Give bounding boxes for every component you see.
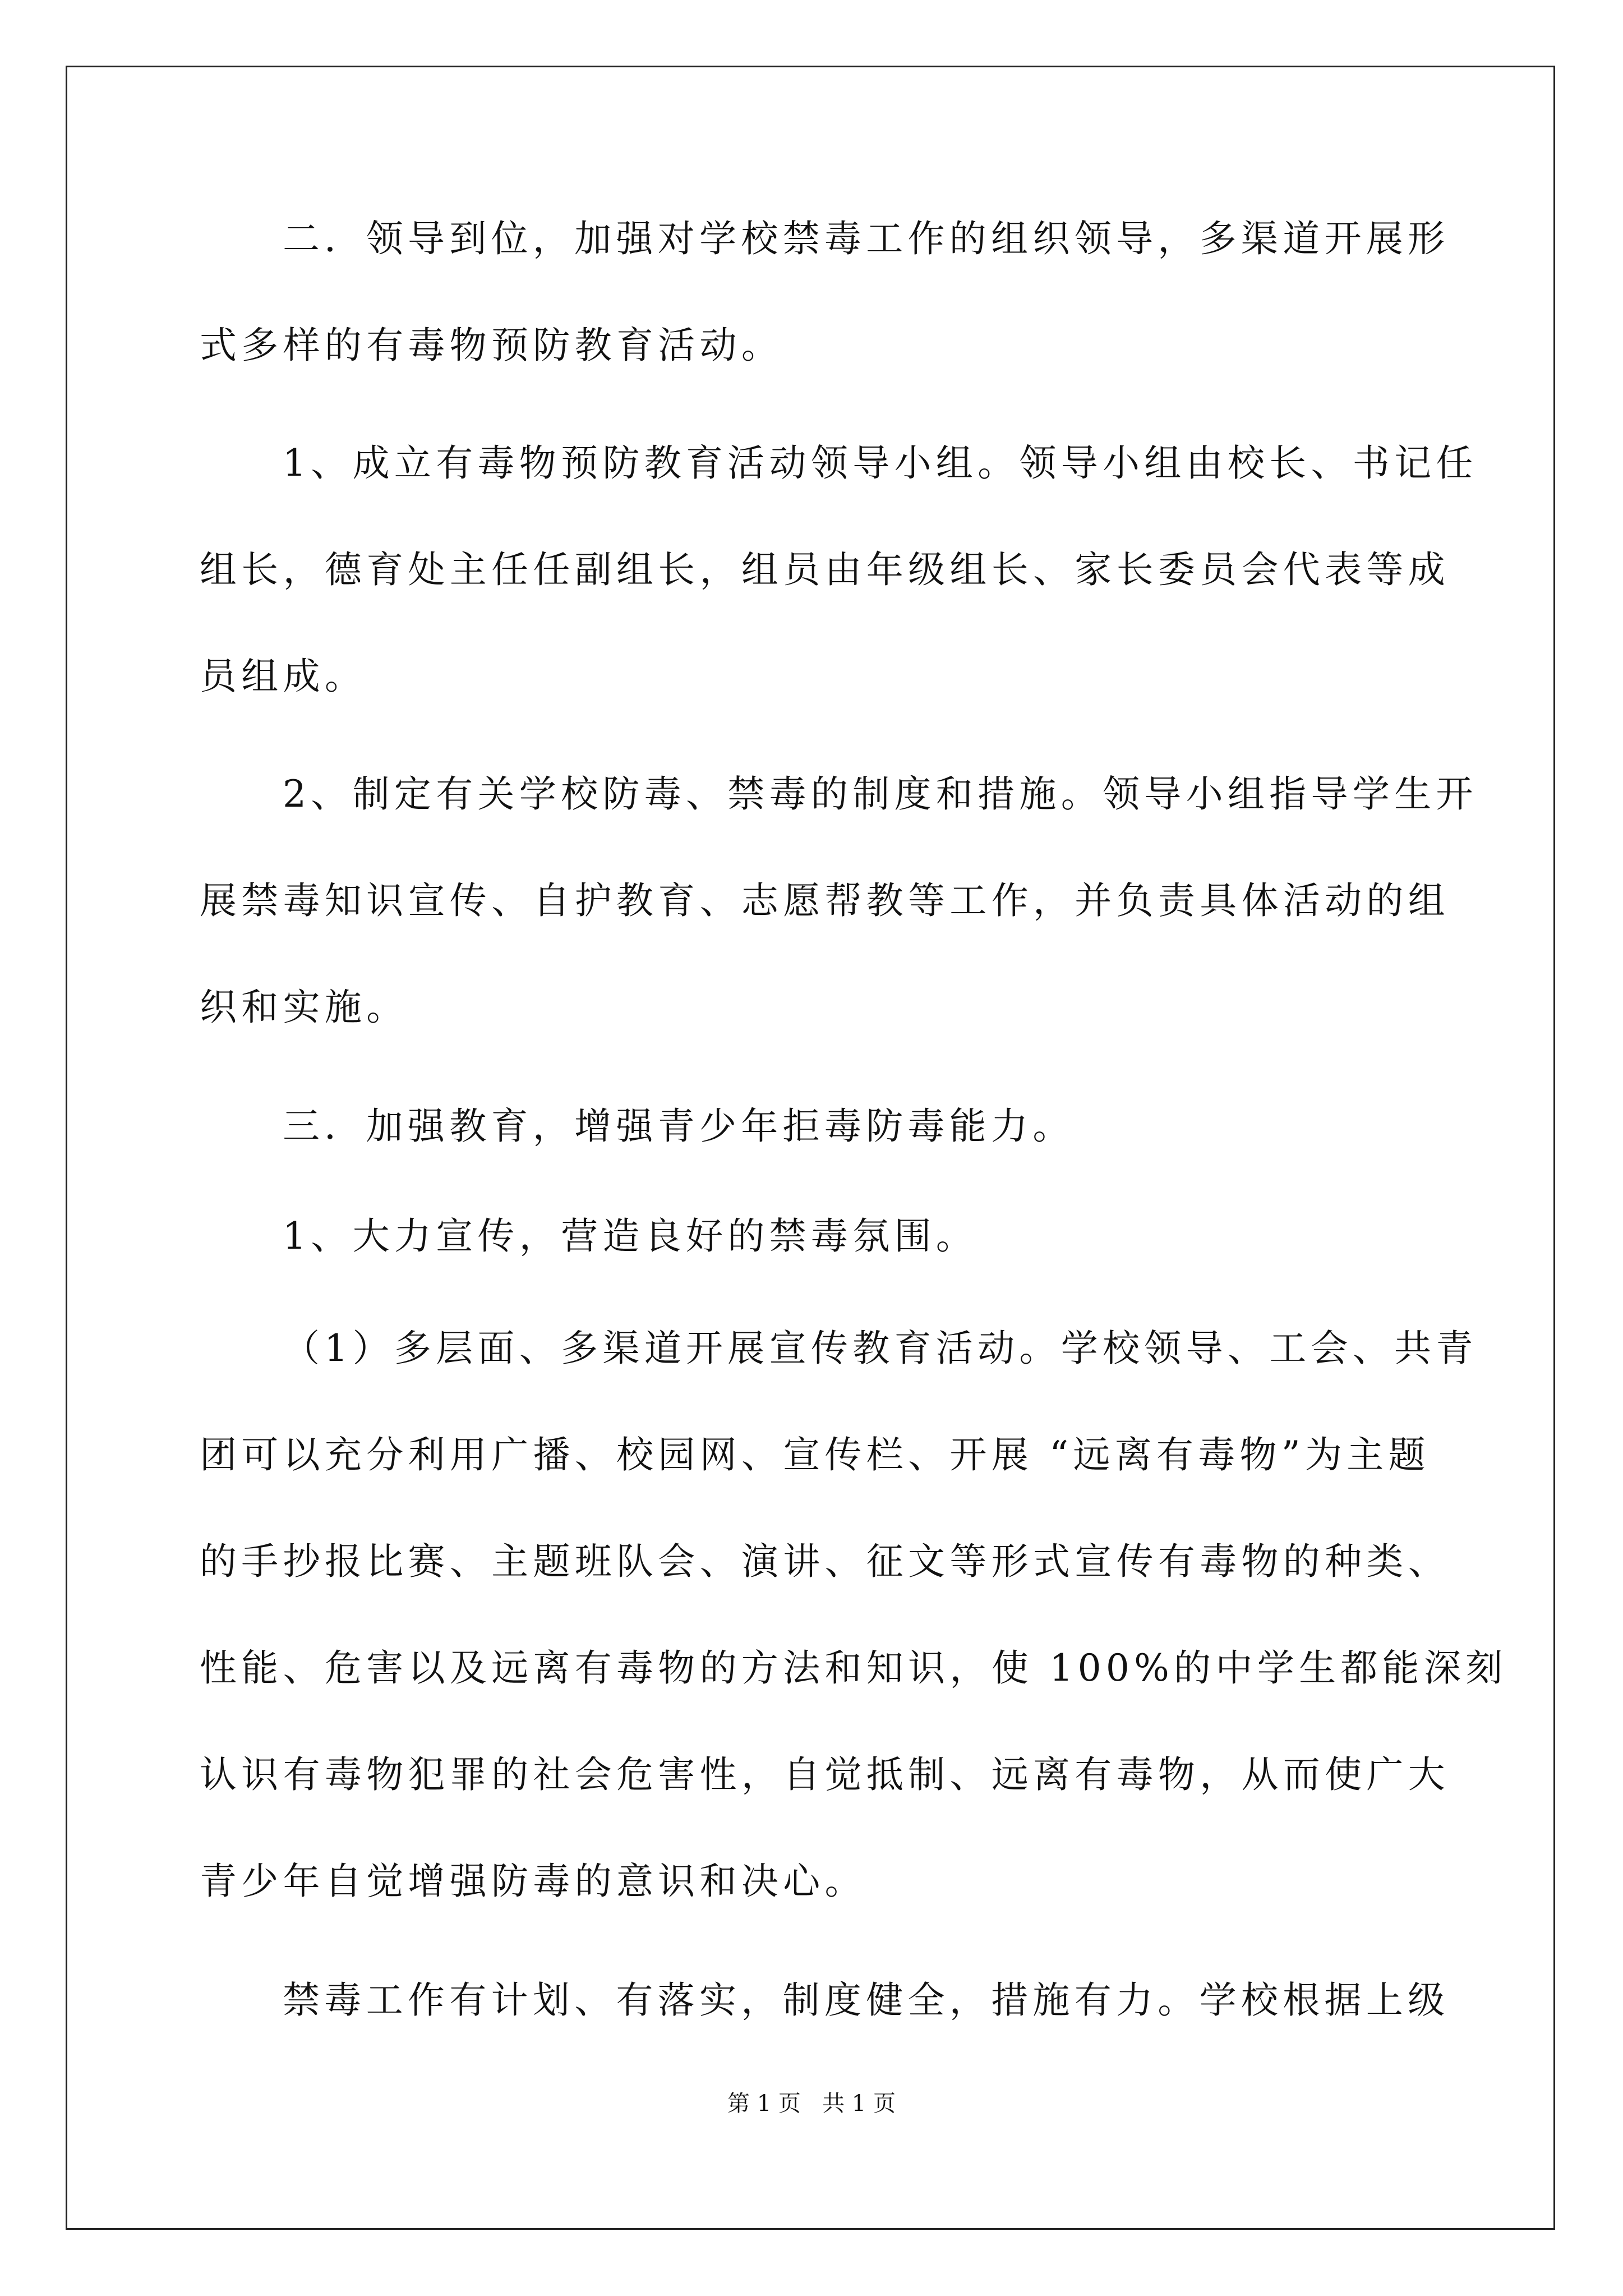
paragraph-line: 1、大力宣传，营造良好的禁毒氛围。: [283, 1214, 978, 1258]
paragraph-line: 织和实施。: [200, 986, 408, 1029]
paragraph-line: 组长，德育处主任任副组长，组员由年级组长、家长委员会代表等成: [200, 548, 1450, 591]
paragraph-line: 团可以充分利用广播、校园网、宣传栏、开展 “远离有毒物”为主题: [200, 1433, 1430, 1476]
paragraph-line: 三．加强教育，增强青少年拒毒防毒能力。: [283, 1105, 1075, 1148]
paragraph-line: 2、制定有关学校防毒、禁毒的制度和措施。领导小组指导学生开: [283, 772, 1478, 816]
page-number: 第 1 页 共 1 页: [727, 2091, 896, 2116]
paragraph-line: 员组成。: [200, 655, 367, 698]
paragraph-line: 青少年自觉增强防毒的意识和决心。: [200, 1860, 866, 1903]
paragraph-line: 禁毒工作有计划、有落实，制度健全，措施有力。学校根据上级: [283, 1978, 1450, 2022]
paragraph-line: 展禁毒知识宣传、自护教育、志愿帮教等工作，并负责具体活动的组: [200, 879, 1450, 922]
paragraph-line: 性能、危害以及远离有毒物的方法和知识，使 100%的中学生都能深刻: [200, 1646, 1507, 1690]
paragraph-line: （1）多层面、多渠道开展宣传教育活动。学校领导、工会、共青: [283, 1327, 1478, 1370]
paragraph-line: 式多样的有毒物预防教育活动。: [200, 324, 783, 367]
paragraph-line: 认识有毒物犯罪的社会危害性，自觉抵制、远离有毒物，从而使广大: [200, 1753, 1450, 1796]
paragraph-line: 二．领导到位，加强对学校禁毒工作的组织领导，多渠道开展形: [283, 217, 1450, 260]
paragraph-line: 的手抄报比赛、主题班队会、演讲、征文等形式宣传有毒物的种类、: [200, 1540, 1450, 1583]
paragraph-line: 1、成立有毒物预防教育活动领导小组。领导小组由校长、书记任: [283, 441, 1478, 485]
